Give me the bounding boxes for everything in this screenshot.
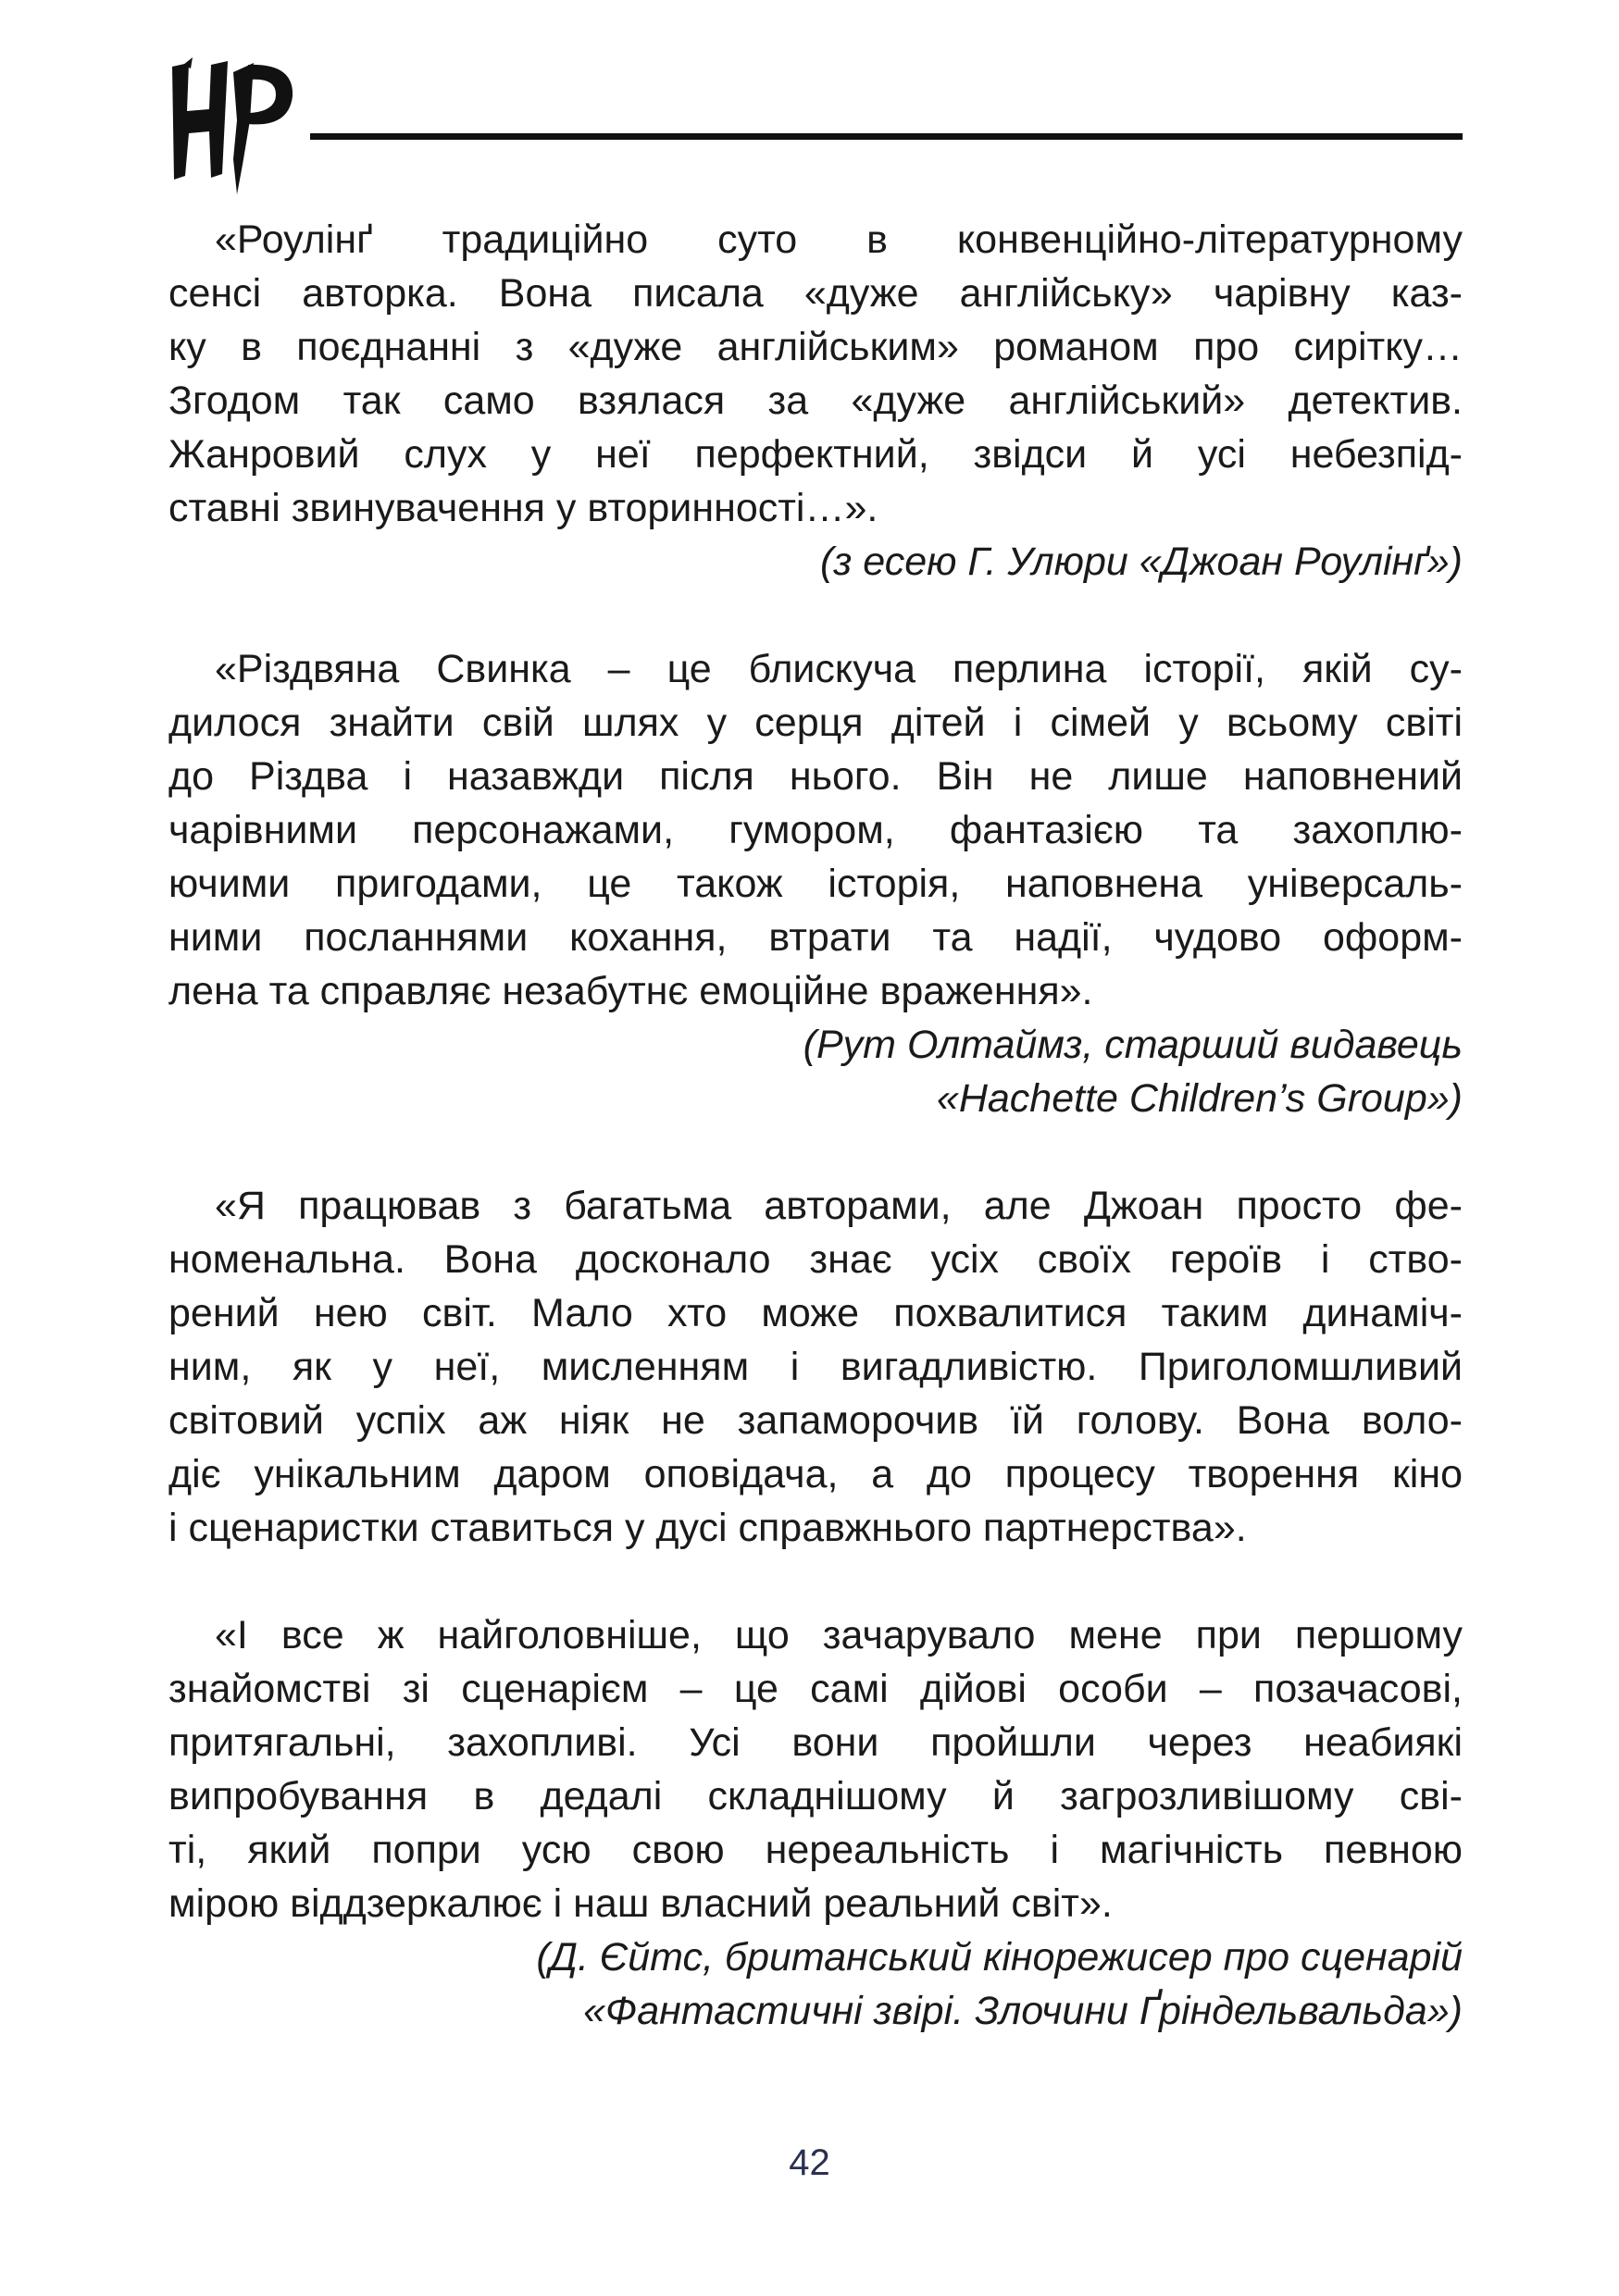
text-line: Жанровий слух у неї перфектний, звідси й усі небезпід- bbox=[168, 432, 1463, 477]
text-line: номенальна. Вона досконало знає усіх своїх героїв і ство- bbox=[168, 1237, 1463, 1282]
text-line: ставні звинувачення у вторинності…». bbox=[168, 486, 878, 530]
quote-paragraph bbox=[168, 1608, 1463, 1930]
text-line: «Роулінґ традиційно суто в конвенційно-літературному bbox=[215, 217, 1463, 262]
text-line: мірою віддзеркалює і наш власний реальний світ». bbox=[168, 1881, 1113, 1926]
text-line: світовий успіх аж ніяк не запаморочив їй голову. Вона воло- bbox=[168, 1398, 1463, 1443]
text-line: ючими пригодами, це також історія, наповнена універсаль- bbox=[168, 862, 1463, 906]
text-line: рений нею світ. Мало хто може похвалитися таким динаміч- bbox=[168, 1291, 1463, 1335]
text-line: притягальні, захопливі. Усі вони пройшли через неабиякі bbox=[168, 1720, 1463, 1765]
attribution-line: (Д. Єйтс, британський кінорежисер про сценарій bbox=[536, 1935, 1463, 1980]
header-rule bbox=[310, 133, 1463, 140]
text-line: дилося знайти свій шлях у серця дітей і сімей у всьому світі bbox=[168, 701, 1463, 745]
text-line: лена та справляє незабутнє емоційне враження». bbox=[168, 969, 1093, 1013]
text-line: ним, як у неї, мисленням і вигадливістю. Приголомшливий bbox=[168, 1345, 1463, 1389]
attribution-line: «Фантастичні звірі. Злочини Ґріндельвальда») bbox=[583, 1989, 1463, 2033]
text-line: «Різдвяна Свинка – це блискуча перлина історії, якій су- bbox=[215, 647, 1463, 691]
text-line: Згодом так само взялася за «дуже англійський» детектив. bbox=[168, 379, 1463, 423]
quote-attribution bbox=[168, 1930, 1463, 2038]
text-column bbox=[168, 213, 1463, 2038]
quote-paragraph bbox=[168, 1179, 1463, 1555]
text-line: сенсі авторка. Вона писала «дуже англійську» чарівну каз- bbox=[168, 271, 1463, 316]
text-line: і сценаристки ставиться у дусі справжнього партнерства». bbox=[168, 1506, 1247, 1550]
text-line: чарівними персонажами, гумором, фантазією та захоплю- bbox=[168, 808, 1463, 852]
text-line: ті, який попри усю свою нереальність і магічність певною bbox=[168, 1828, 1463, 1872]
text-line: знайомстві зі сценарієм – це самі дійові особи – позачасові, bbox=[168, 1667, 1463, 1711]
attribution-line: «Hachette Children’s Group») bbox=[936, 1076, 1463, 1121]
quote-attribution bbox=[168, 1018, 1463, 1125]
attribution-line: (Рут Олтаймз, старший видавець bbox=[803, 1023, 1463, 1067]
text-line: ку в поєднанні з «дуже англійським» романом про сирітку… bbox=[168, 325, 1463, 369]
quote-attribution bbox=[168, 535, 1463, 589]
text-line: випробування в дедалі складнішому й загрозливішому сві- bbox=[168, 1774, 1463, 1818]
text-line: діє унікальним даром оповідача, а до процесу творення кіно bbox=[168, 1452, 1463, 1496]
text-line: «І все ж найголовніше, що зачарувало мене при першому bbox=[215, 1613, 1463, 1657]
hp-logo bbox=[165, 56, 304, 194]
text-line: «Я працював з багатьма авторами, але Джоан просто фе- bbox=[215, 1184, 1463, 1228]
text-line: до Різдва і назавжди після нього. Він не лише наповнений bbox=[168, 754, 1463, 799]
text-line: ними посланнями кохання, втрати та надії, чудово оформ- bbox=[168, 915, 1463, 960]
quote-paragraph bbox=[168, 642, 1463, 1018]
attribution-line: (з есею Г. Улюри «Джоан Роулінґ») bbox=[820, 540, 1463, 584]
quote-paragraph bbox=[168, 213, 1463, 535]
page-number: 42 bbox=[789, 2142, 830, 2183]
